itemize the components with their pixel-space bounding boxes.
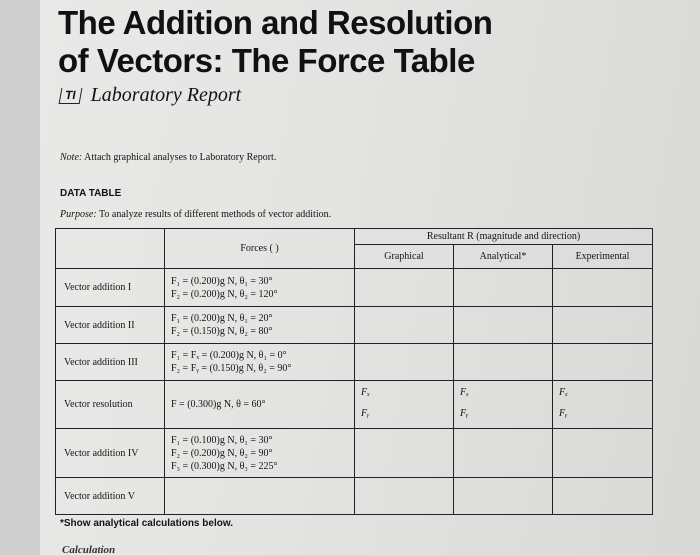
fy-label: Fᵧ (460, 408, 469, 419)
fx-label: Fₓ (361, 387, 370, 398)
analytical-header: Analytical* (454, 245, 553, 269)
row-label: Vector addition I (56, 269, 165, 307)
graphical-cell[interactable] (355, 381, 454, 429)
force-line: F₂ = (0.200)g N, θ₂ = 120° (171, 288, 278, 300)
force-line: F₂ = Fᵧ = (0.150)g N, θ₂ = 90° (171, 363, 292, 374)
table-row (56, 307, 653, 344)
note-text: Attach graphical analyses to Laboratory Report. (84, 152, 277, 163)
force-line: F₁ = (0.200)g N, θ₁ = 30° (171, 275, 273, 287)
forces-header: Forces ( ) (165, 229, 355, 269)
force-line: F₂ = (0.150)g N, θ₂ = 80° (171, 326, 273, 337)
corner-cell (56, 229, 165, 269)
experimental-cell[interactable] (553, 344, 653, 381)
experimental-cell[interactable] (553, 307, 653, 344)
graphical-header: Graphical (355, 245, 454, 269)
graphical-cell[interactable] (355, 478, 454, 515)
purpose-label: Purpose: (60, 209, 97, 220)
data-table (55, 228, 653, 515)
footnote: *Show analytical calculations below. (60, 518, 234, 529)
graphical-cell[interactable] (355, 429, 454, 478)
table-row (56, 344, 653, 381)
analytical-cell[interactable] (454, 478, 553, 515)
graphical-cell[interactable] (355, 269, 454, 307)
graphical-cell[interactable] (355, 344, 454, 381)
force-line: F₁ = (0.200)g N, θ₁ = 20° (171, 313, 273, 324)
forces-cell (165, 381, 355, 429)
fx-label: Fₓ (460, 387, 469, 398)
purpose (60, 209, 331, 220)
table-row (56, 429, 653, 478)
analytical-cell[interactable] (454, 307, 553, 344)
ti-logo: TI (59, 88, 82, 104)
experimental-cell[interactable] (553, 381, 653, 429)
force-line: F₁ = Fₓ = (0.200)g N, θ₁ = 0° (171, 350, 287, 361)
resultant-header: Resultant R (magnitude and direction) (355, 229, 653, 245)
force-line: F₁ = (0.100)g N, θ₁ = 30° (171, 434, 273, 446)
row-label: Vector addition III (56, 344, 165, 381)
analytical-cell[interactable] (454, 381, 553, 429)
experimental-header: Experimental (553, 245, 653, 269)
calculations-label: Calculation (62, 544, 116, 556)
forces-cell (165, 429, 355, 478)
experimental-cell[interactable] (553, 269, 653, 307)
forces-cell (165, 344, 355, 381)
fx-label: Fₓ (559, 387, 568, 398)
graphical-cell[interactable] (355, 307, 454, 344)
title-line-1: The Addition and Resolution (58, 4, 493, 41)
purpose-text: To analyze results of different methods of vector addition. (99, 209, 332, 220)
table-row (56, 381, 653, 429)
subtitle: Laboratory Report (90, 84, 242, 106)
table-row (56, 478, 653, 515)
force-line: F₂ = (0.200)g N, θ₂ = 90° (171, 447, 273, 459)
experimental-cell[interactable] (553, 429, 653, 478)
table-row (56, 269, 653, 307)
note-label: Note: (60, 152, 83, 163)
experimental-cell[interactable] (553, 478, 653, 515)
fy-label: Fᵧ (559, 408, 568, 419)
force-line: F = (0.300)g N, θ = 60° (171, 399, 266, 410)
forces-cell (165, 307, 355, 344)
analytical-cell[interactable] (454, 269, 553, 307)
note (60, 152, 276, 163)
forces-cell (165, 478, 355, 515)
analytical-cell[interactable] (454, 429, 553, 478)
row-label: Vector addition II (56, 307, 165, 344)
row-label: Vector addition V (56, 478, 165, 515)
row-label: Vector resolution (56, 381, 165, 429)
title-line-2: of Vectors: The Force Table (58, 42, 475, 79)
forces-cell (165, 269, 355, 307)
fy-label: Fᵧ (361, 408, 370, 419)
row-label: Vector addition IV (56, 429, 165, 478)
subtitle-row (60, 84, 241, 107)
data-table-label: DATA TABLE (60, 188, 122, 199)
analytical-cell[interactable] (454, 344, 553, 381)
page-left-edge (0, 0, 40, 555)
force-line: F₃ = (0.300)g N, θ₃ = 225° (171, 460, 278, 472)
